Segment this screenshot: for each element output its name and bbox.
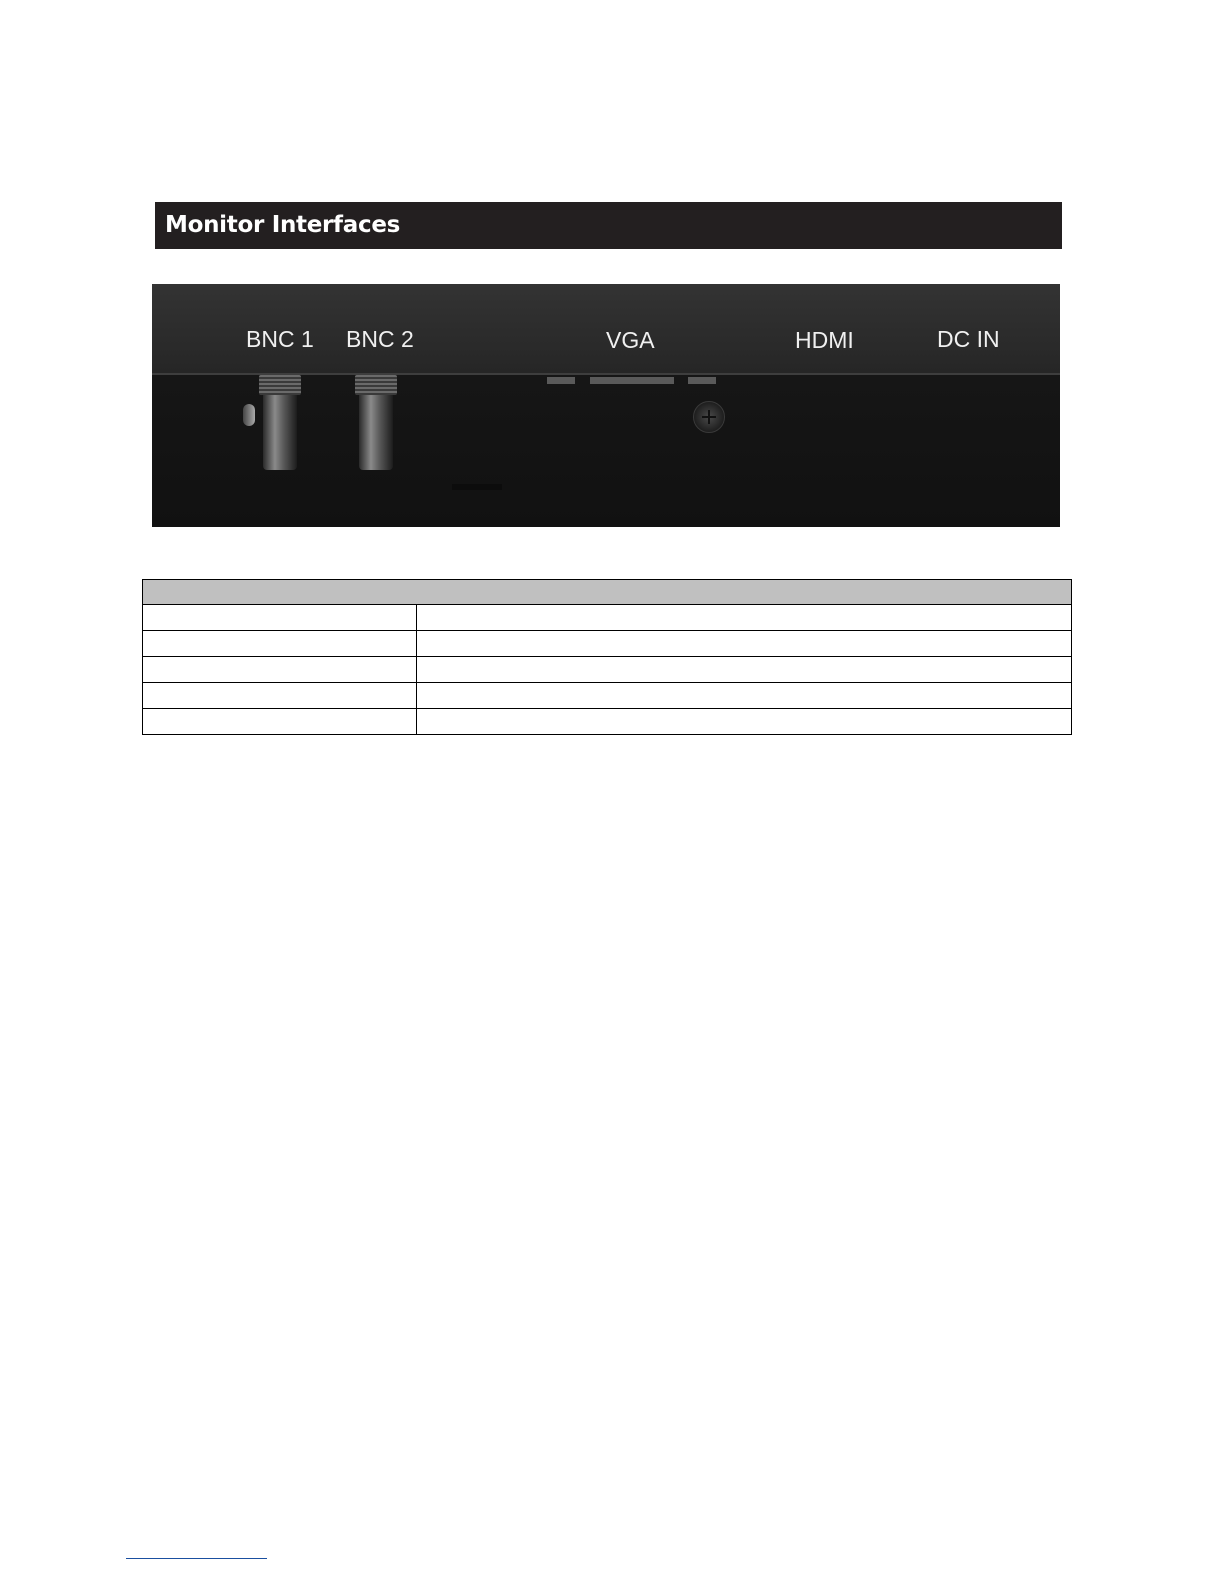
port-label-hdmi: HDMI: [795, 327, 854, 353]
bnc-nut-icon: [243, 404, 255, 426]
table-cell: [143, 605, 417, 631]
table-row: [143, 657, 1072, 683]
vga-connector-edge: [688, 377, 716, 384]
interfaces-table: [142, 579, 1072, 735]
table-cell: [417, 631, 1072, 657]
table-row: [143, 631, 1072, 657]
table-header-cell: [143, 580, 1072, 605]
port-label-dc-in: DC IN: [937, 326, 1000, 352]
vga-screw-icon: [693, 401, 725, 433]
panel-mark: [452, 484, 502, 490]
table-cell: [143, 657, 417, 683]
footnote-separator: [126, 1558, 267, 1559]
table-row: [143, 605, 1072, 631]
table-cell: [417, 709, 1072, 735]
table-row: [143, 683, 1072, 709]
bnc-connector-icon: [259, 375, 301, 470]
table-cell: [417, 657, 1072, 683]
table-header-row: [143, 580, 1072, 605]
table-cell: [143, 683, 417, 709]
port-label-vga: VGA: [606, 327, 655, 353]
table-row: [143, 709, 1072, 735]
table-cell: [417, 605, 1072, 631]
port-label-bnc2: BNC 2: [346, 326, 414, 352]
table-cell: [143, 631, 417, 657]
vga-connector-edge: [590, 377, 674, 384]
section-title: Monitor Interfaces: [155, 202, 1062, 249]
bnc-connector-icon: [355, 375, 397, 470]
port-label-bnc1: BNC 1: [246, 326, 314, 352]
table-cell: [417, 683, 1072, 709]
table-cell: [143, 709, 417, 735]
vga-connector-edge: [547, 377, 575, 384]
monitor-interfaces-photo: [152, 284, 1060, 527]
